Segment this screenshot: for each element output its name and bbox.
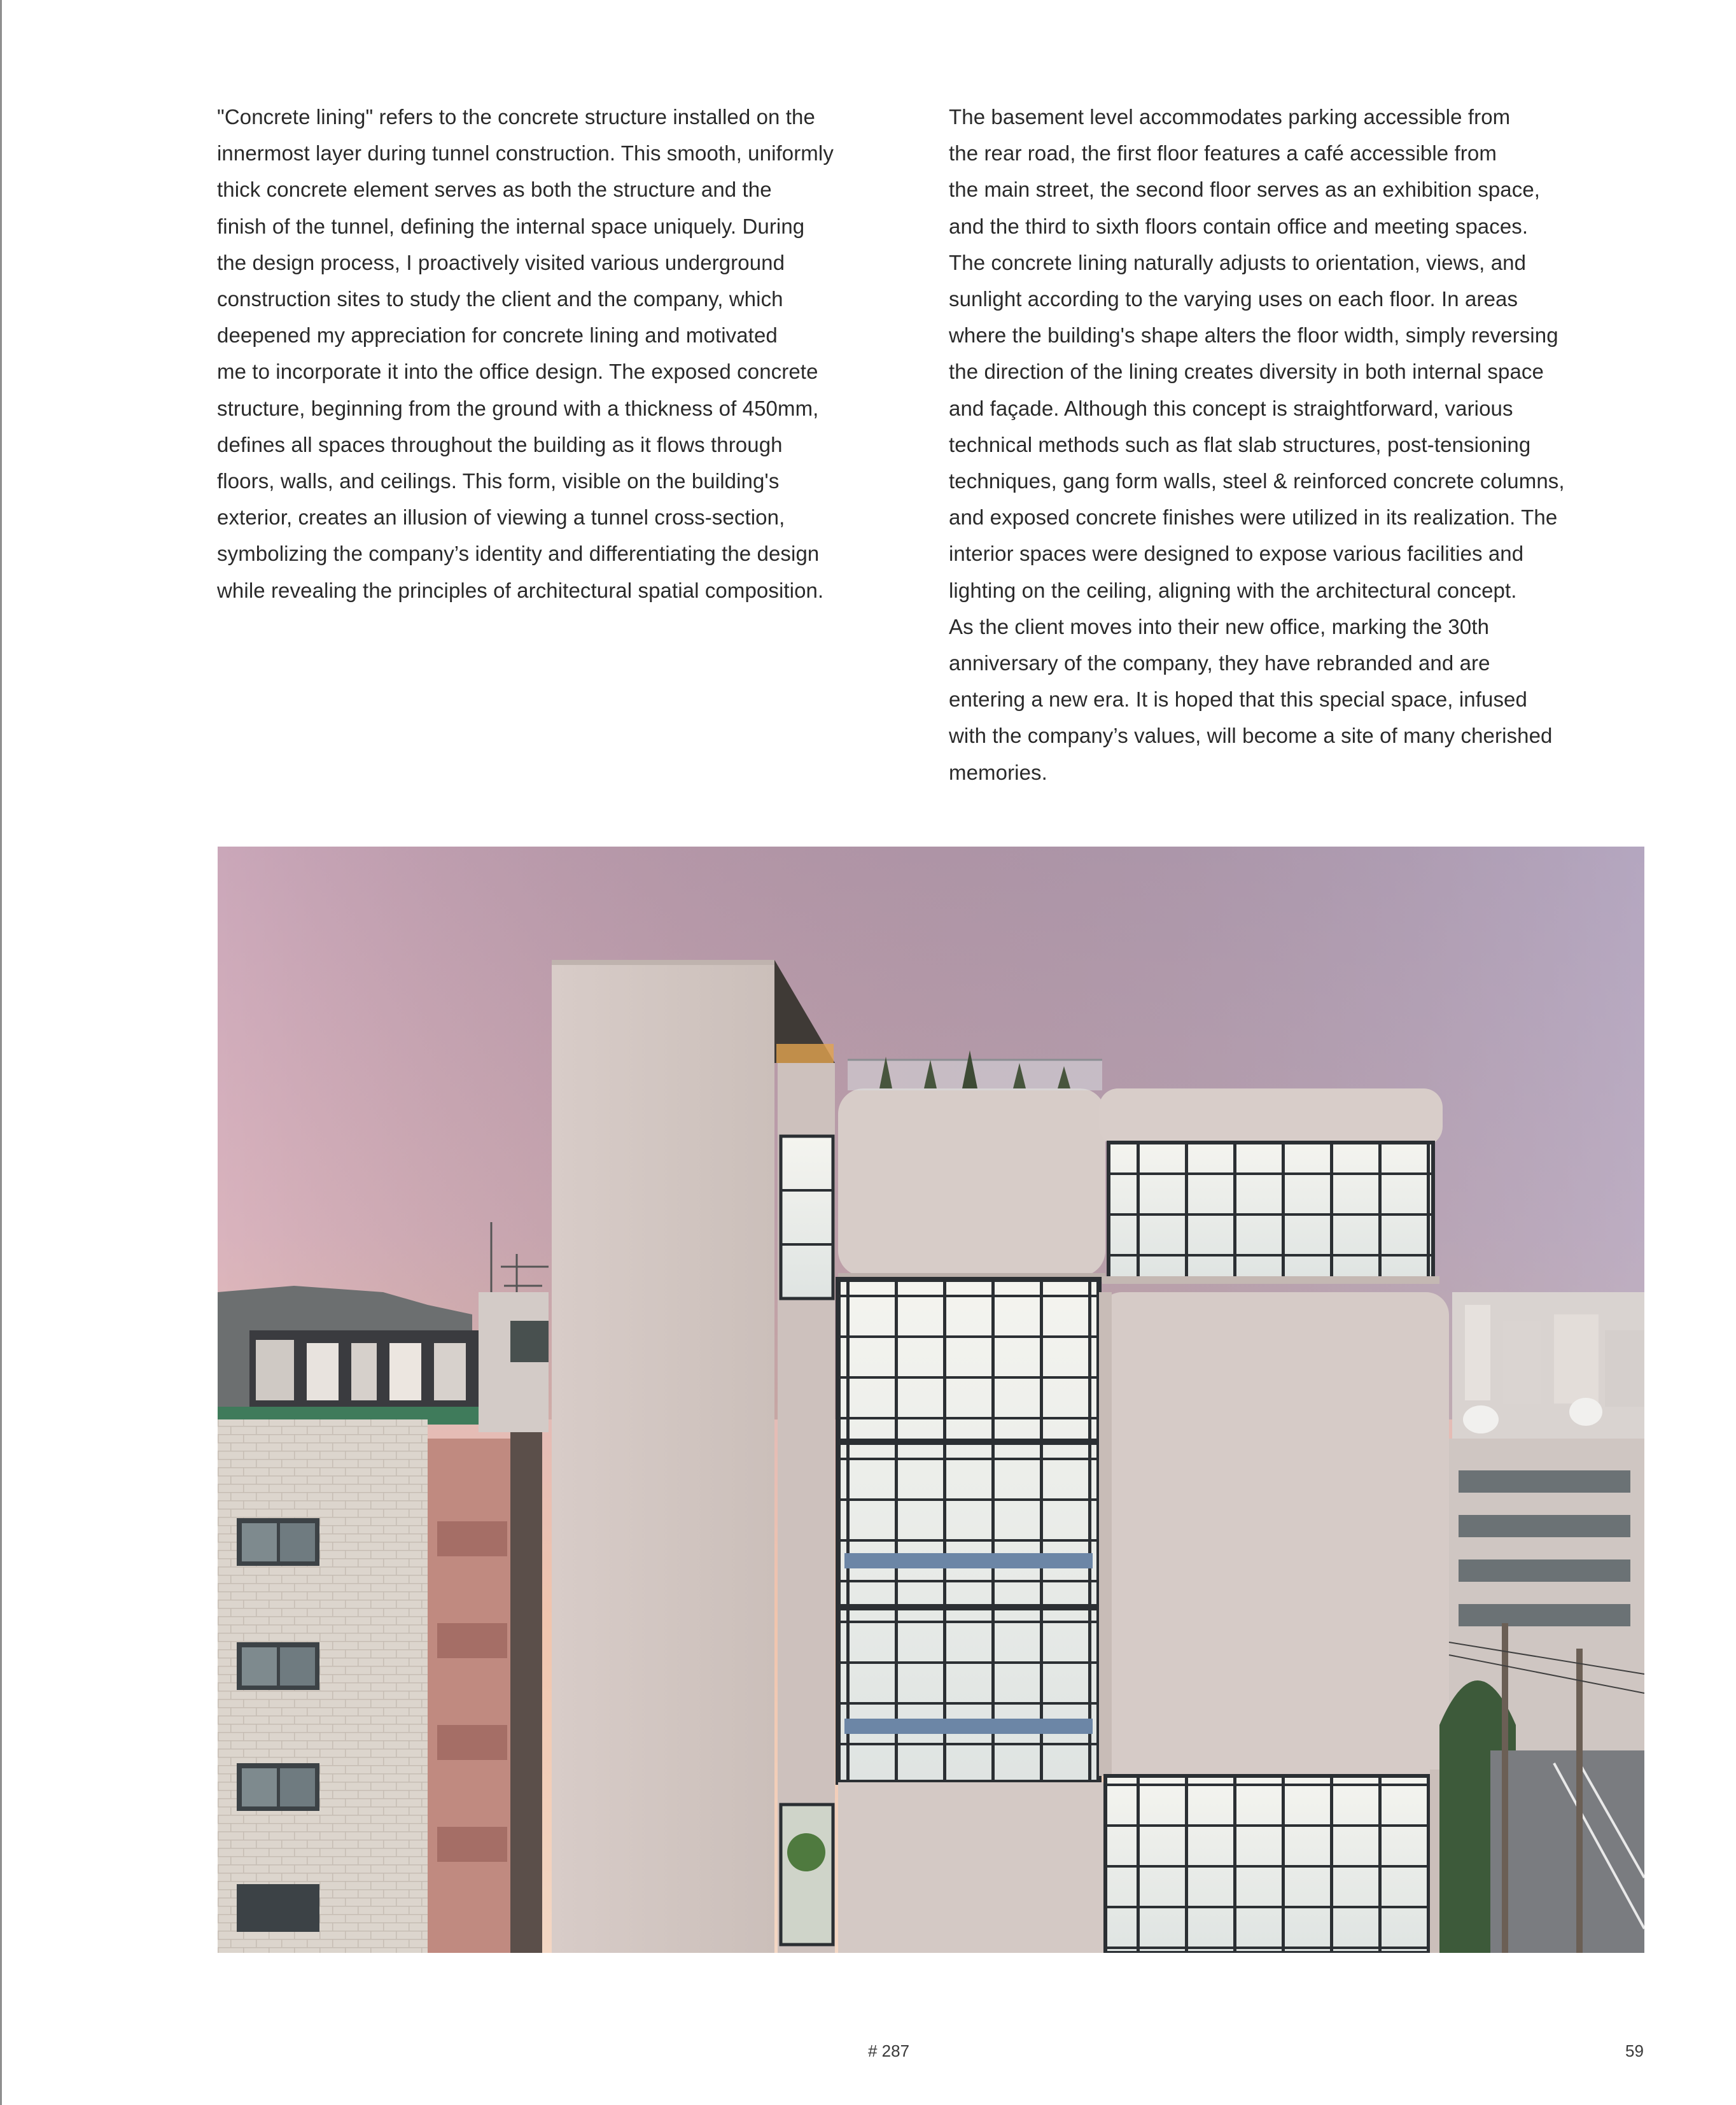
slot-window-upper: [781, 1136, 833, 1299]
text-line: deepened my appreciation for concrete lining and motivated: [217, 323, 778, 348]
lining-right-main: [1099, 1292, 1449, 1776]
text-line: sunlight according to the varying uses on each floor. In areas: [949, 287, 1518, 311]
page-number: 59: [1625, 2041, 1644, 2060]
building-illustration: [218, 847, 1644, 1953]
text-line: exterior, creates an illusion of viewing a tunnel cross-section,: [217, 505, 785, 530]
street: [1490, 1750, 1644, 1953]
utility-pole: [1502, 1623, 1508, 1953]
text-line: As the client moves into their new office, marking the 30th: [949, 614, 1490, 638]
lining-lower-middle: [838, 1782, 1105, 1953]
text-line: and the third to sixth floors contain office and meeting spaces.: [949, 214, 1529, 238]
text-line: entering a new era. It is hoped that this special space, infused: [949, 687, 1527, 712]
page-edge-line: [0, 0, 2, 2105]
text-line: "Concrete lining" refers to the concrete structure installed on the: [217, 105, 815, 129]
building-photo: [218, 847, 1644, 1953]
text-line: and exposed concrete finishes were utilized in its realization. The: [949, 505, 1558, 530]
top-floor-canopy: [1099, 1088, 1443, 1146]
text-line: innermost layer during tunnel construction. This smooth, uniformly: [217, 141, 834, 165]
text-line: anniversary of the company, they have rebranded and are: [949, 651, 1490, 675]
text-line: defines all spaces throughout the building as it flows through: [217, 432, 783, 456]
text-line: The concrete lining naturally adjusts to orientation, views, and: [949, 250, 1527, 274]
text-line: lighting on the ceiling, aligning with the architectural concept.: [949, 578, 1517, 602]
text-line: floors, walls, and ceilings. This form, visible on the building's: [217, 469, 780, 493]
text-line: the rear road, the first floor features a café accessible from: [949, 141, 1497, 165]
text-line: finish of the tunnel, defining the internal space uniquely. During: [217, 214, 805, 238]
text-line: The basement level accommodates parking accessible from: [949, 105, 1511, 129]
article-column-right: [949, 99, 1649, 791]
main-concrete-tower: [552, 960, 774, 1953]
text-line: with the company’s values, will become a site of many cherished: [949, 724, 1553, 748]
text-line: symbolizing the company’s identity and differentiating the design: [217, 542, 820, 566]
text-line: while revealing the principles of architectural spatial composition.: [217, 578, 824, 602]
text-line: technical methods such as flat slab structures, post-tensioning: [949, 432, 1531, 456]
text-line: the design process, I proactively visited various underground: [217, 250, 785, 274]
lining-upper-middle: [838, 1088, 1105, 1276]
text-line: memories.: [949, 760, 1047, 784]
text-line: interior spaces were designed to expose various facilities and: [949, 542, 1524, 566]
text-line: construction sites to study the client and the company, which: [217, 287, 783, 311]
salmon-apartment: [428, 1439, 510, 1953]
satellite-dish: [1463, 1405, 1499, 1433]
text-line: the direction of the lining creates diversity in both internal space: [949, 360, 1544, 384]
text-line: me to incorporate it into the office design. The exposed concrete: [217, 360, 818, 384]
text-line: the main street, the second floor serves as an exhibition space,: [949, 178, 1541, 202]
text-line: thick concrete element serves as both the structure and the: [217, 178, 772, 202]
slot-window-lower: [781, 1805, 833, 1945]
text-line: structure, beginning from the ground with a thickness of 450mm,: [217, 396, 819, 420]
blue-clerestory: [844, 1553, 1093, 1568]
text-line: techniques, gang form walls, steel & reinforced concrete columns,: [949, 469, 1565, 493]
text-line: and façade. Although this concept is straightforward, various: [949, 396, 1513, 420]
issue-number: # 287: [868, 2041, 910, 2060]
article-column-left: [217, 99, 917, 609]
text-line: where the building's shape alters the floor width, simply reversing: [949, 323, 1558, 348]
